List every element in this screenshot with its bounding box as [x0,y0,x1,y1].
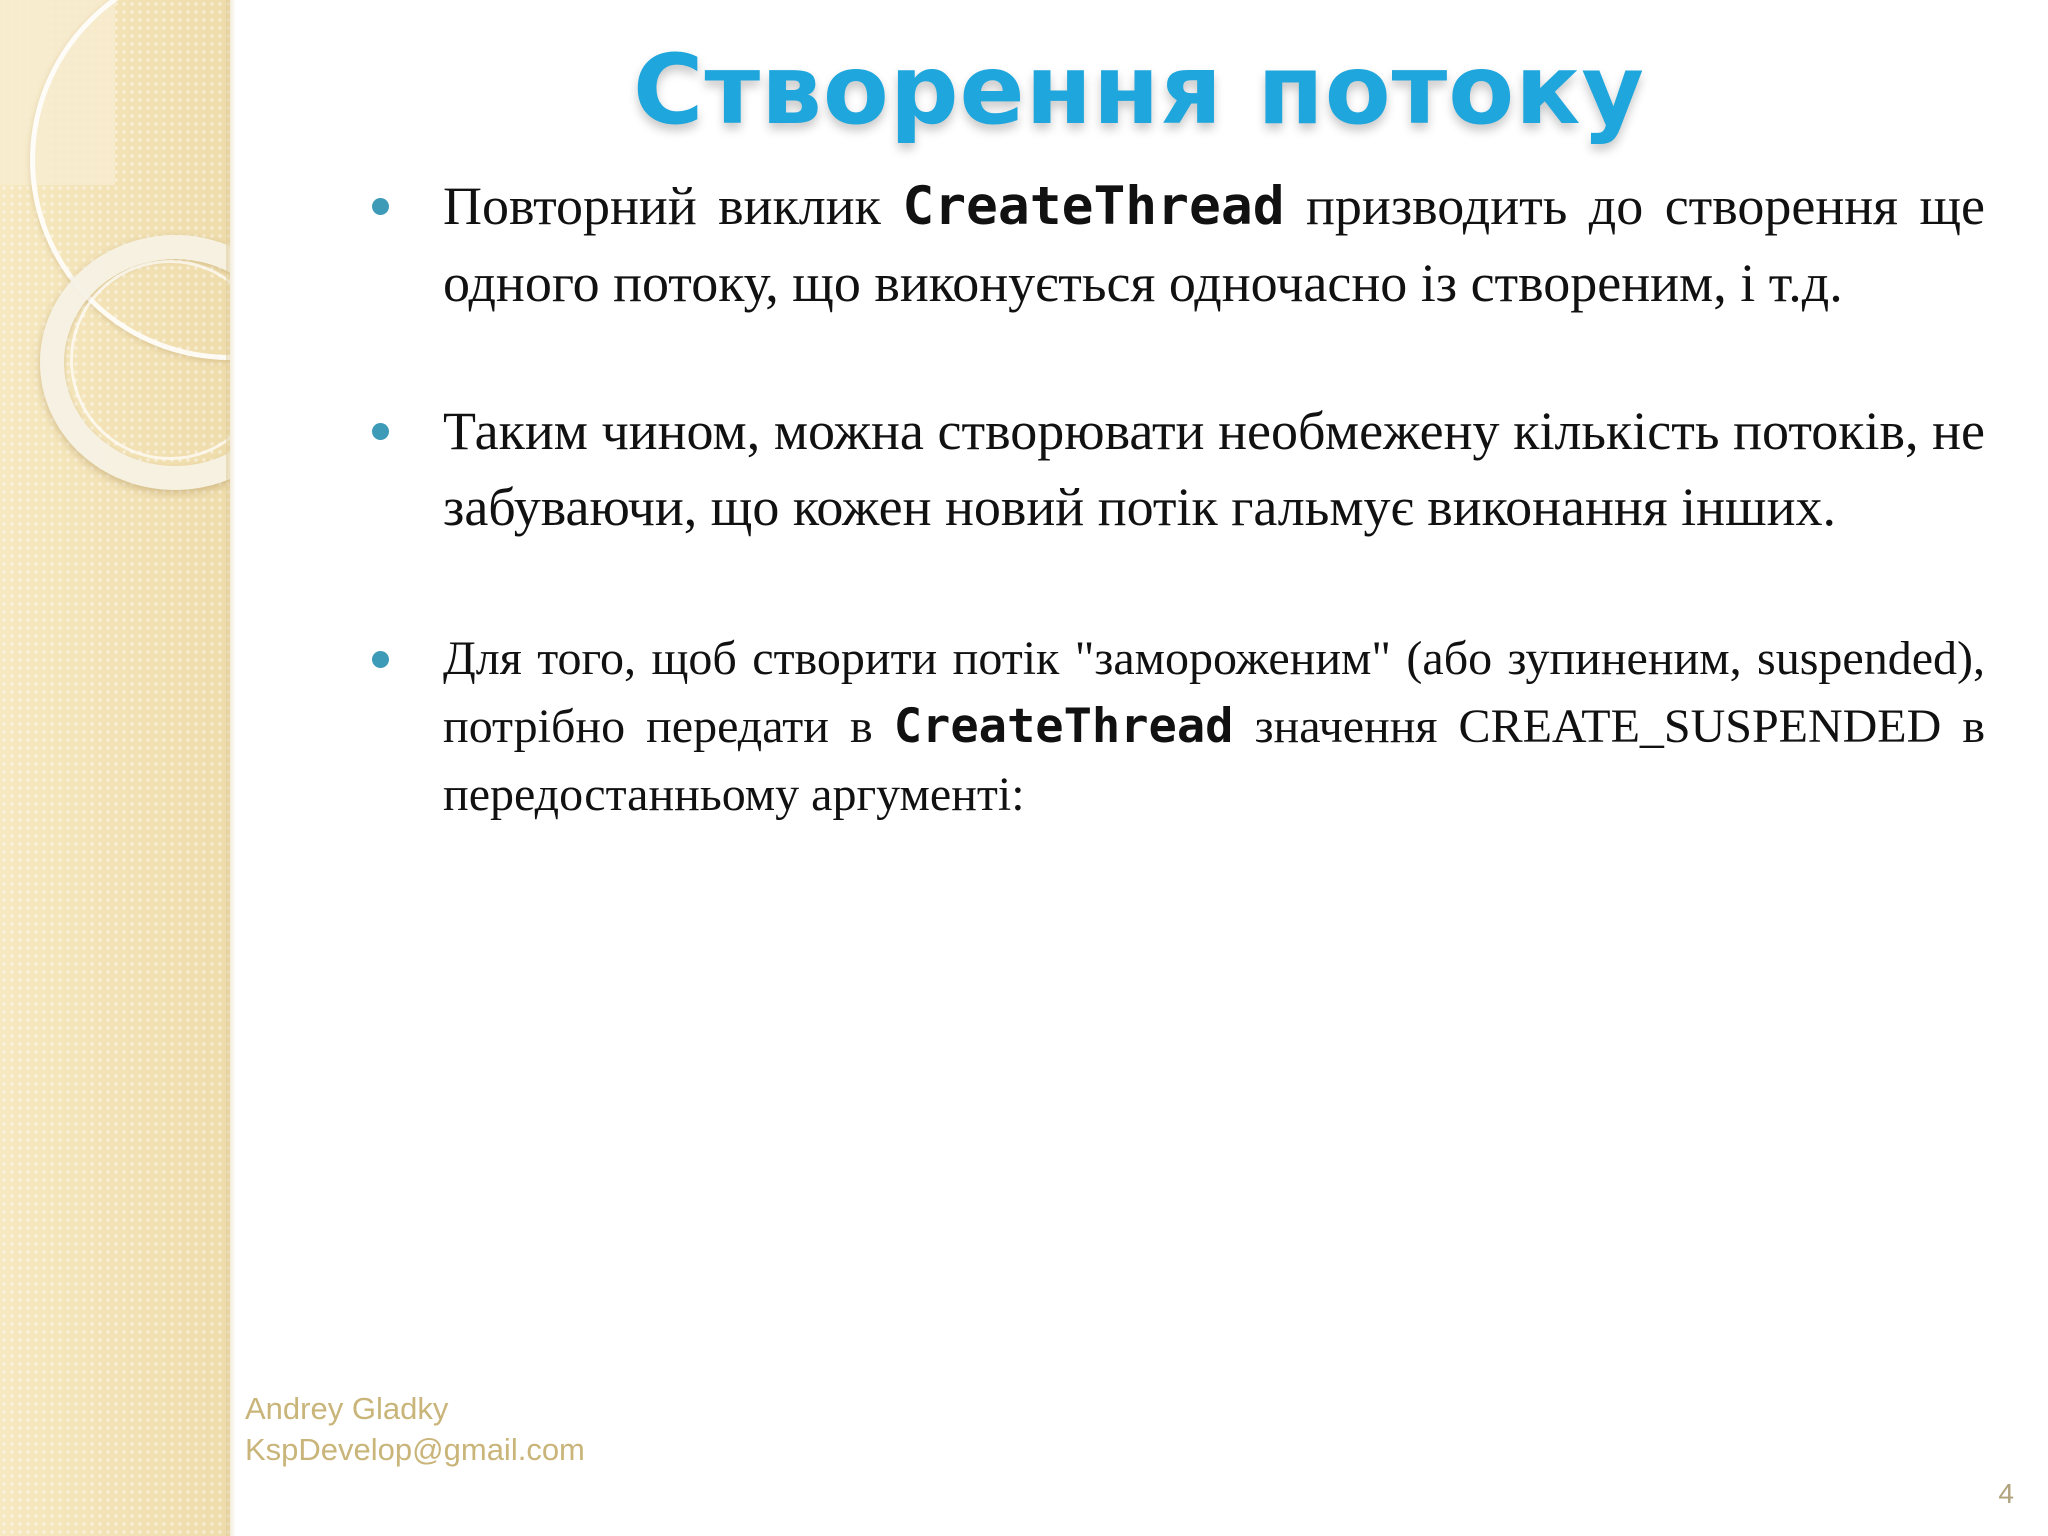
sidebar-edge-shadow [226,0,236,1536]
code-term: CreateThread [902,176,1285,237]
bullet-text: Для того, щоб створити потік "замороженим" (або зупиненим, suspended), потрібно передати в [443,632,1985,753]
bullet-item [372,168,1985,321]
bullet-text: Таким чином, можна створювати необмежену кількість потоків, не забуваючи, що кожен новий потік гальмує виконання інших. [443,401,1985,537]
bullet-text: призводить до створення ще одного потоку, що виконується одночасно із створеним, і т.д. [443,176,1985,313]
bullet-item [372,393,1985,545]
bullet-list [372,168,1985,829]
bullet-dot-icon [372,198,389,215]
bullet-dot-icon [372,651,389,668]
footer-author [245,1388,605,1470]
code-term: CreateThread [893,699,1234,754]
slide-title: Створення потоку [633,34,1645,146]
author-name: Andrey Gladky [245,1391,449,1426]
bullet-text: значення CREATE_SUSPENDED в передостанньому аргументі: [443,700,1985,821]
bullet-item [372,625,1985,829]
bullet-text: Повторний виклик [443,176,903,236]
page-number: 4 [1998,1478,2014,1509]
decorative-sidebar [0,0,230,1536]
author-email: KspDevelop@gmail.com [245,1432,585,1467]
bullet-dot-icon [372,423,389,440]
